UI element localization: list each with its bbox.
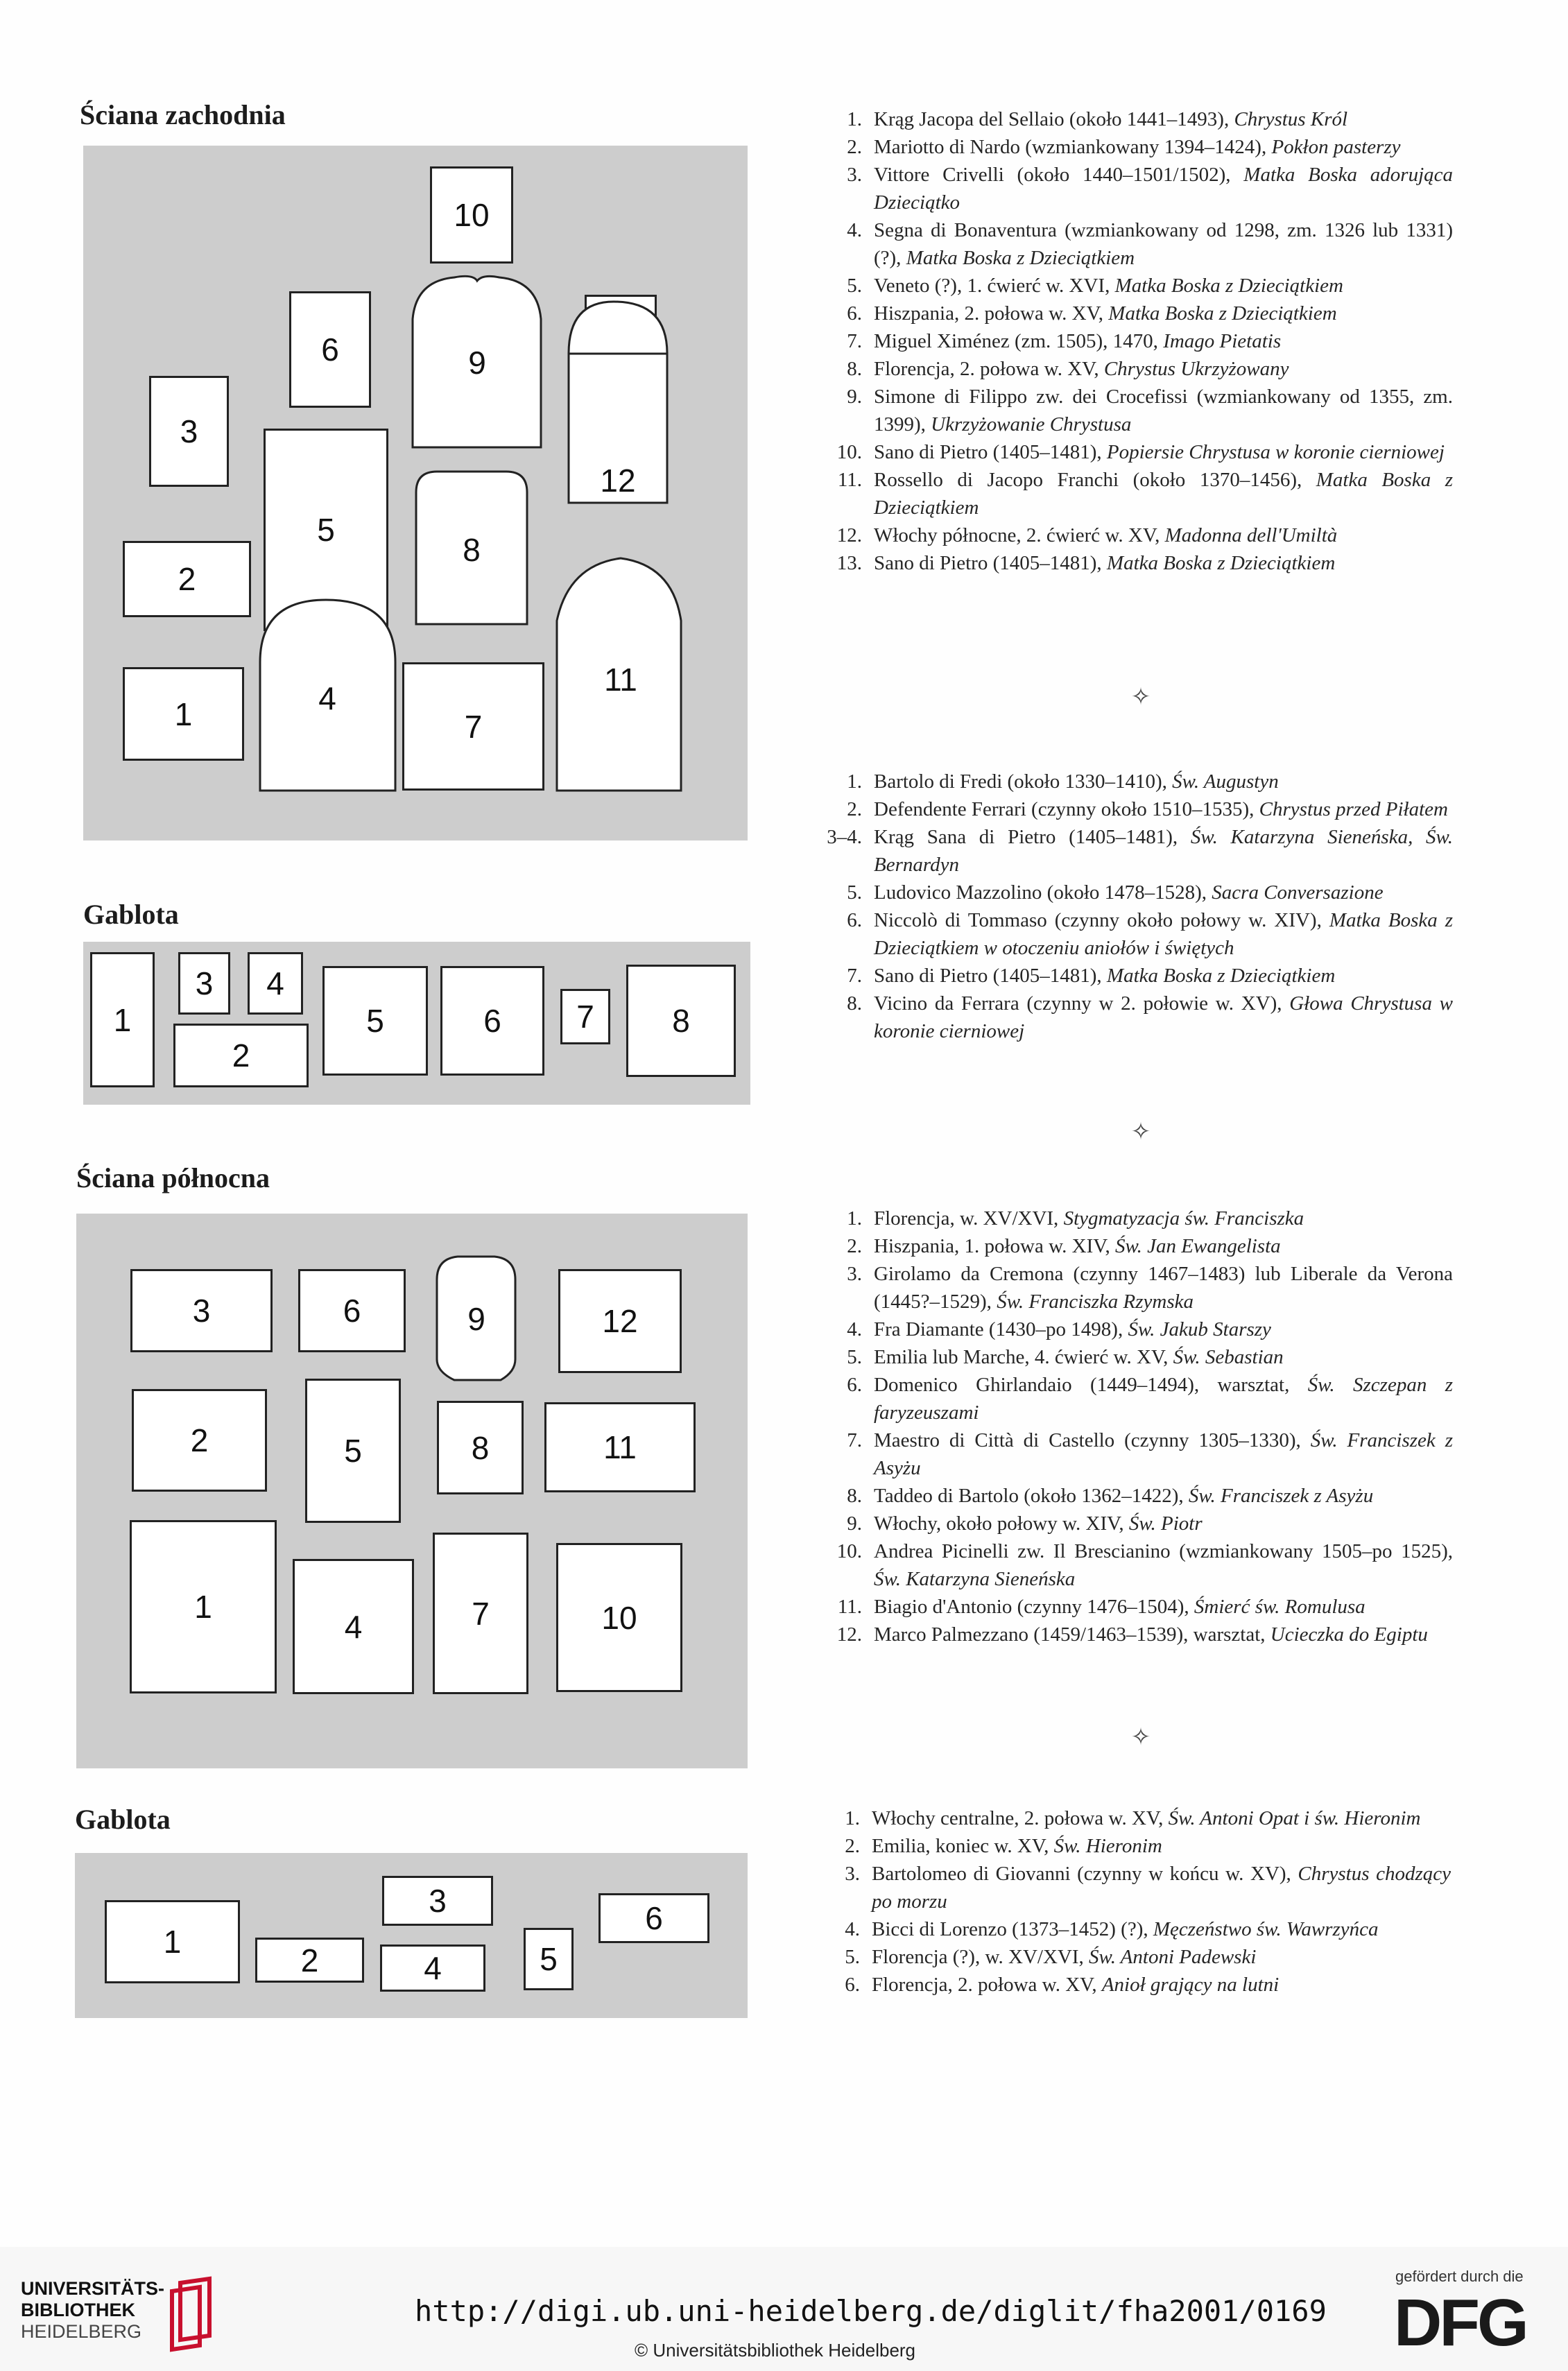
list-item: 1. Florencja, w. XV/XVI, Stygmatyzacja św. Franciszka	[847, 1207, 1304, 1230]
list-item: 2. Emilia, koniec w. XV, Św. Hieronim	[845, 1835, 1162, 1857]
list-item: 12. Marco Palmezzano (1459/1463–1539), warsztat, Ucieczka do Egiptu	[836, 1623, 1428, 1646]
frame-5: 5	[524, 1928, 574, 1990]
ub-heidelberg-logo[interactable]	[21, 2275, 250, 2358]
shaped-frames	[83, 146, 748, 840]
list-item: 6. Hiszpania, 2. połowa w. XV, Matka Boska z Dzieciątkiem	[847, 302, 1337, 325]
frame-2: 2	[173, 1024, 309, 1087]
list-showcase-2	[813, 1804, 1451, 1999]
list-north-wall	[815, 1205, 1453, 1648]
north-wall-plan	[76, 1214, 748, 1768]
frame-9-label: 9	[468, 345, 486, 381]
frame-5: 5	[305, 1379, 401, 1523]
frame-3: 3	[130, 1269, 273, 1352]
frame-11-label: 11	[604, 662, 637, 698]
frame-1: 1	[105, 1900, 240, 1983]
list-item: 1. Włochy centralne, 2. połowa w. XV, Św. Antoni Opat i św. Hieronim	[845, 1807, 1421, 1829]
frame-8-label: 8	[463, 532, 481, 568]
separator: ✧	[1130, 1118, 1151, 1146]
list-item: 8. Florencja, 2. połowa w. XV, Chrystus Ukrzyżowany	[847, 358, 1289, 380]
frame-12: 12	[558, 1269, 682, 1373]
heading-west-wall: Ściana zachodnia	[80, 99, 286, 130]
list-item: 5. Florencja (?), w. XV/XVI, Św. Antoni Padewski	[845, 1946, 1257, 1968]
copyright-notice: © Universitätsbibliothek Heidelberg	[635, 2340, 916, 2361]
list-item: 2. Defendente Ferrari (czynny około 1510–1535), Chrystus przed Piłatem	[847, 798, 1448, 820]
frame-6: 6	[289, 291, 371, 408]
list-item: 1. Bartolo di Fredi (około 1330–1410), Św. Augustyn	[847, 770, 1279, 793]
list-item: 11. Biagio d'Antonio (czynny 1476–1504), Śmierć św. Romulusa	[837, 1596, 1365, 1618]
frame-8: 8	[437, 1401, 524, 1494]
list-item: 5. Emilia lub Marche, 4. ćwierć w. XV, Św. Sebastian	[847, 1346, 1284, 1368]
frame-1: 1	[130, 1520, 277, 1693]
funding-note: gefördert durch die	[1395, 2268, 1524, 2285]
list-item: 10. Andrea Picinelli zw. Il Brescianino (wzmiankowany 1505–po 1525), Św. Katarzyna Sieneńska	[836, 1540, 1453, 1590]
frame-9-label: 9	[467, 1301, 485, 1337]
library-name-line1: UNIVERSITÄTS-	[21, 2278, 165, 2299]
separator: ✧	[1130, 1723, 1151, 1751]
frame-6: 6	[598, 1893, 709, 1943]
list-item: 8. Taddeo di Bartolo (około 1362–1422), Św. Franciszek z Asyżu	[847, 1485, 1374, 1507]
list-item: 3. Girolamo da Cremona (czynny 1467–1483) lub Liberale da Verona (1445?–1529), Św. Franciszka Rzymska	[847, 1263, 1453, 1313]
list-item: 11. Rossello di Jacopo Franchi (około 1370–1456), Matka Boska z Dzieciątkiem	[837, 469, 1453, 519]
list-item: 4. Fra Diamante (1430–po 1498), Św. Jakub Starszy	[847, 1318, 1271, 1340]
list-showcase-1	[815, 768, 1453, 1045]
list-item: 2. Mariotto di Nardo (wzmiankowany 1394–1424), Pokłon pasterzy	[847, 136, 1401, 158]
list-item: 8. Vicino da Ferrara (czynny w 2. połowie w. XV), Głowa Chrystusa w koronie cierniowej	[847, 992, 1453, 1042]
frame-6: 6	[440, 966, 544, 1076]
library-name-line3: HEIDELBERG	[21, 2321, 142, 2342]
frame-10: 10	[430, 166, 513, 264]
frame-2: 2	[123, 541, 251, 617]
frame-5: 5	[264, 429, 388, 631]
frame-7: 7	[402, 662, 544, 791]
digitization-footer	[0, 2247, 1568, 2371]
shaped-frames	[76, 1214, 748, 1768]
list-item: 6. Domenico Ghirlandaio (1449–1494), warsztat, Św. Szczepan z faryzeuszami	[847, 1374, 1453, 1424]
frame-3: 3	[382, 1876, 493, 1926]
list-item: 3. Vittore Crivelli (około 1440–1501/1502), Matka Boska adorująca Dzieciątko	[847, 164, 1453, 214]
heading-showcase-2: Gablota	[75, 1804, 171, 1835]
frame-4: 4	[248, 952, 303, 1015]
separator: ✧	[1130, 683, 1151, 711]
list-item: 13. Sano di Pietro (1405–1481), Matka Boska z Dzieciątkiem	[836, 552, 1336, 574]
heading-north-wall: Ściana północna	[76, 1162, 270, 1193]
list-item: 12. Włochy północne, 2. ćwierć w. XV, Madonna dell'Umiltà	[836, 524, 1338, 546]
list-item: 7. Miguel Ximénez (zm. 1505), 1470, Imago Pietatis	[847, 330, 1282, 352]
dfg-logo[interactable]: DFG	[1394, 2286, 1526, 2360]
frame-3: 3	[149, 376, 229, 487]
list-item: 7. Sano di Pietro (1405–1481), Matka Boska z Dzieciątkiem	[847, 965, 1336, 987]
frame-4-label: 4	[318, 680, 336, 716]
list-item: 3–4. Krąg Sana di Pietro (1405–1481), Św. Katarzyna Sieneńska, Św. Bernardyn	[827, 826, 1453, 876]
frame-12-label: 12	[600, 463, 636, 499]
frame-7: 7	[433, 1533, 528, 1694]
frame-1: 1	[90, 952, 155, 1087]
list-west-wall	[815, 105, 1453, 577]
frame-8: 8	[626, 965, 736, 1077]
frame-4: 4	[293, 1559, 414, 1694]
west-wall-plan	[83, 146, 748, 840]
list-item: 5. Ludovico Mazzolino (około 1478–1528), Sacra Conversazione	[847, 881, 1384, 904]
ub-logo-mark-icon	[166, 2276, 216, 2354]
list-item: 10. Sano di Pietro (1405–1481), Popiersie Chrystusa w koronie cierniowej	[836, 441, 1445, 463]
list-item: 6. Florencja, 2. połowa w. XV, Anioł grający na lutni	[845, 1974, 1280, 1996]
frame-4: 4	[380, 1945, 485, 1992]
library-name-line2: BIBLIOTHEK	[21, 2300, 135, 2320]
showcase-1-plan	[83, 942, 750, 1105]
list-item: 1. Krąg Jacopa del Sellaio (około 1441–1493), Chrystus Król	[847, 108, 1348, 130]
list-item: 6. Niccolò di Tommaso (czynny około połowy w. XIV), Matka Boska z Dzieciątkiem w otoczeniu aniołów i świętych	[847, 909, 1454, 959]
showcase-2-plan	[75, 1853, 748, 2018]
heading-showcase-1: Gablota	[83, 899, 179, 930]
list-item: 3. Bartolomeo di Giovanni (czynny w końcu w. XV), Chrystus chodzący po morzu	[845, 1863, 1451, 1913]
list-item: 9. Włochy, około połowy w. XIV, Św. Piotr	[847, 1512, 1203, 1535]
list-item: 4. Segna di Bonaventura (wzmiankowany od 1298, zm. 1326 lub 1331) (?), Matka Boska z Dzieciątkiem	[847, 219, 1453, 269]
frame-11: 11	[544, 1402, 696, 1492]
list-item: 7. Maestro di Città di Castello (czynny 1305–1330), Św. Franciszek z Asyżu	[847, 1429, 1453, 1479]
list-item: 2. Hiszpania, 1. połowa w. XIV, Św. Jan Ewangelista	[847, 1235, 1281, 1257]
list-item: 4. Bicci di Lorenzo (1373–1452) (?), Męczeństwo św. Wawrzyńca	[845, 1918, 1379, 1940]
frame-5: 5	[322, 966, 428, 1076]
list-item: 5. Veneto (?), 1. ćwierć w. XVI, Matka Boska z Dzieciątkiem	[847, 275, 1343, 297]
frame-10: 10	[556, 1543, 682, 1692]
frame-7: 7	[560, 989, 610, 1044]
permalink-url[interactable]: http://digi.ub.uni-heidelberg.de/diglit/fha2001/0169	[415, 2294, 1327, 2328]
frame-6: 6	[298, 1269, 406, 1352]
frame-1: 1	[123, 667, 244, 761]
frame-3: 3	[178, 952, 230, 1015]
frame-2: 2	[255, 1938, 364, 1983]
frame-2: 2	[132, 1389, 267, 1492]
list-item: 9. Simone di Filippo zw. dei Crocefissi (wzmiankowany od 1355, zm. 1399), Ukrzyżowanie Chrystusa	[847, 386, 1453, 436]
